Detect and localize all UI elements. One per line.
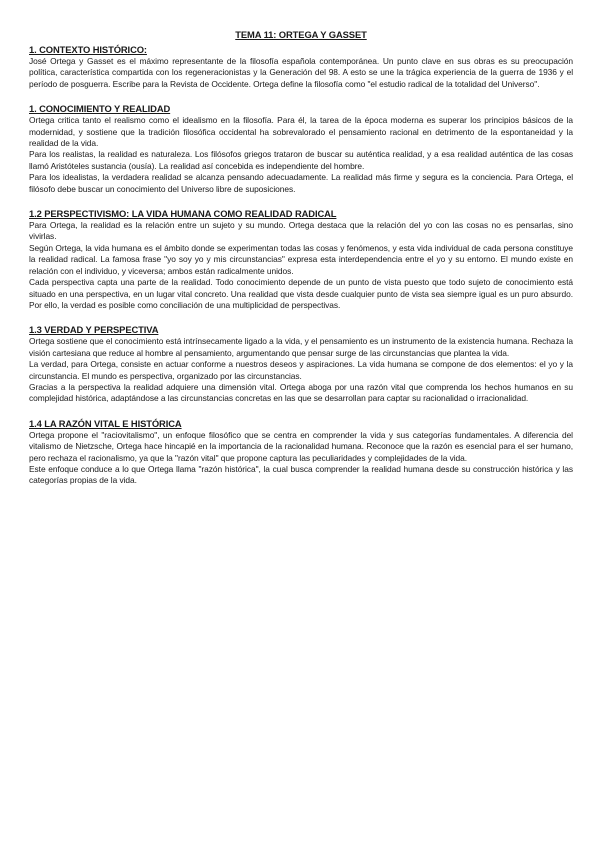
document-content	[29, 29, 573, 500]
paragraph: Para los idealistas, la verdadera realidad se alcanza pensando adecuadamente. La realidad más firme y segura es la conciencia. Para Ortega, el filósofo debe buscar un conocimiento del Universo libre de suposiciones.	[29, 172, 573, 194]
paragraph: Para los realistas, la realidad es naturaleza. Los filósofos griegos trataron de buscar su auténtica realidad, y a esa realidad auténtica de las cosas llamó Aristóteles sustancia (ousía). La realidad así concebida es independiente del hombre.	[29, 149, 573, 171]
section	[29, 418, 573, 487]
section	[29, 208, 573, 311]
paragraph: Este enfoque conduce a lo que Ortega llama "razón histórica", la cual busca comprender la realidad humana desde su construcción histórica y las categorías propias de la vida.	[29, 463, 573, 486]
paragraph: Ortega sostiene que el conocimiento está intrínsecamente ligado a la vida, y el pensamiento es un instrumento de la existencia humana. Rechaza la visión cartesiana que reduce al hombre al pensamiento, argumentando que pensar surge de las circunstancias que plantea la vida.	[29, 336, 573, 358]
paragraph: Según Ortega, la vida humana es el ámbito donde se experimentan todas las cosas y fenómenos, y esta vida individual de cada persona constituye la realidad radical. La famosa frase "yo soy yo y mis circunstancias" expresa esta interdependencia entre el yo y su entorno. El mundo existe en relación con el individuo, y viceversa; ambos están radicalmente unidos.	[29, 242, 573, 276]
paragraph: Ortega critica tanto el realismo como el idealismo en la filosofía. Para él, la tarea de la época moderna es superar los principios básicos de la modernidad, y sostiene que la tradición filosófica occidental ha sobrevalorado el pensamiento racional en detrimento de la espontaneidad y la realidad de la vida.	[29, 115, 573, 149]
paragraph: Ortega propone el "raciovitalismo", un enfoque filosófico que se centra en comprender la vida y sus categorías fundamentales. A diferencia del vitalismo de Nietzsche, Ortega hace hincapié en la importancia de la racionalidad humana. Reconoce que la razón es esencial para el ser humano, pero rechaza el racionalismo, ya que la "razón vital" que propone captura las peculiaridades y complejidades de la vida.	[29, 429, 573, 463]
section-heading: 1. CONOCIMIENTO Y REALIDAD	[29, 103, 171, 115]
section	[29, 44, 573, 90]
section-heading: 1.3 VERDAD Y PERSPECTIVA	[29, 324, 159, 336]
paragraph: Gracias a la perspectiva la realidad adquiere una dimensión vital. Ortega aboga por una razón vital que comprenda los hechos humanos en su complejidad histórica, adaptándose a las circunstancias concretas en las que se desarrollan para captar su racionalidad o irracionalidad.	[29, 381, 573, 404]
paragraph: José Ortega y Gasset es el máximo representante de la filosofía española contemporánea. Un punto clave en sus obras es su preocupación política, característica compartida con los regeneracionistas y la Generación del 98. A esto se une la trágica experiencia de la guerra de 1936 y el período de posguerra. Escribe para la Revista de Occidente. Ortega define la filosofía como "el estudio radical de la totalidad del Universo".	[29, 56, 573, 89]
section	[29, 324, 573, 404]
section-heading: 1.2 PERSPECTIVISMO: LA VIDA HUMANA COMO REALIDAD RADICAL	[29, 208, 337, 220]
paragraph: La verdad, para Ortega, consiste en actuar conforme a nuestros deseos y aspiraciones. La vida humana se compone de dos elementos: el yo y la circunstancia. El mundo es perspectiva, organizado por las circunstancias.	[29, 359, 573, 381]
section-heading: 1. CONTEXTO HISTÓRICO:	[29, 44, 147, 55]
section-heading: 1.4 LA RAZÓN VITAL E HISTÓRICA	[29, 417, 182, 429]
paragraph: Para Ortega, la realidad es la relación entre un sujeto y su mundo. Ortega destaca que la relación del yo con las cosas no es pensarlas, sino vivirlas.	[29, 220, 573, 242]
section	[29, 103, 573, 195]
paragraph: Cada perspectiva capta una parte de la realidad. Todo conocimiento depende de un punto de vista puesto que todo sujeto de conocimiento está situado en una perspectiva, en un lugar vital concreto. Una realidad que vista desde cualquier punto de vista sea siempre igual es un puro absurdo. Por ello, la verdad es posible como conciliación de una multiplicidad de perspectivas.	[29, 277, 573, 310]
document-title: TEMA 11: ORTEGA Y GASSET	[235, 29, 367, 40]
sections-container	[29, 44, 573, 487]
